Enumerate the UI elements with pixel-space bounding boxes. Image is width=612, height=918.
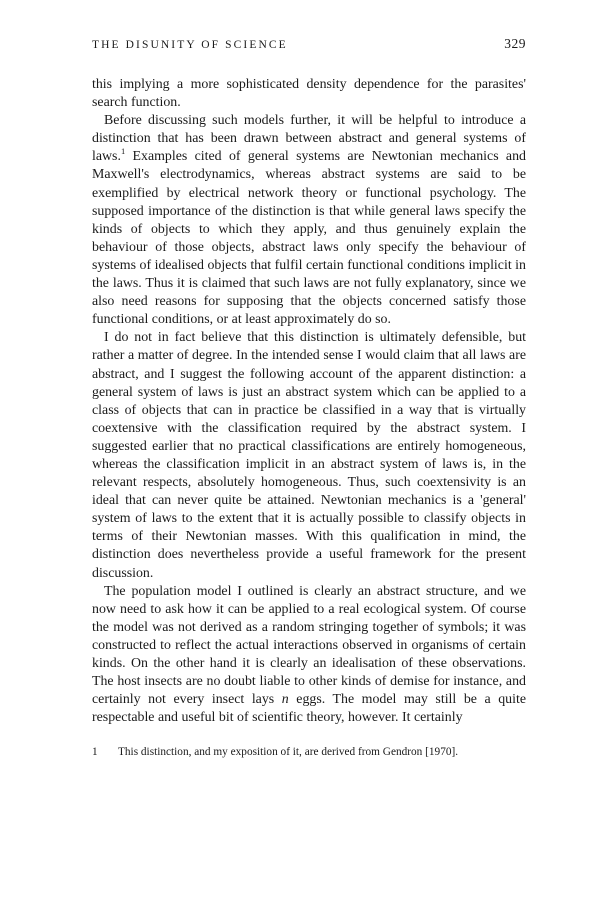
footnote-reference: 1 [120, 146, 126, 157]
running-head [92, 36, 526, 58]
paragraph-3: I do not in fact believe that this distinction is ultimately defensible, but rather a matter of degree. In the intended sense I would claim that all laws are abstract, and I suggest the following account of the apparent distinction: a general system of laws is just an abstract system which can be applied to a class of objects that can in practice be classified in a way that is virtually coextensive with the classification required by the abstract system. I suggested earlier that no practical classifications are entirely homogeneous, whereas the classification implicit in an abstract system of laws is, in the relevant respects, absolutely homogeneous. Thus, such coextensivity is an ideal that can never quite be attained. Newtonian mechanics is a 'general' system of laws to the extent that it is actually possible to classify objects in terms of their Newtonian masses. With this qualification in mind, the distinction does nevertheless provide a useful framework for the present discussion. [92, 330, 526, 581]
footnote [92, 745, 526, 759]
paragraph-1: this implying a more sophisticated density dependence for the parasites' search function. [92, 77, 526, 111]
variable-n: n [281, 692, 289, 708]
paragraph-2-part-2: Examples cited of general systems are Newtonian mechanics and Maxwell's electrodynamics, whereas abstract systems are said to be exemplified by electrical network theory or functional psychology. The supposed importance of the distinction is that while general laws specify the kinds of objects to which they apply, and thus genuinely explain the behaviour of those objects, abstract laws only specify the behaviour of systems of idealised objects that fulfil certain functional conditions implicit in the laws. Thus it is claimed that such laws are not fully explanatory, since we also need reasons for supposing that the objects concerned satisfy those functional conditions, or at least approximately do so. [92, 149, 526, 328]
paragraph-2-part-1: Before discussing such models further, it will be helpful to introduce a distinction that has been drawn between abstract and general systems of laws. [92, 113, 526, 165]
paragraph-4-part-2: eggs. The model may still be a quite respectable and useful bit of scientific theory, however. It certainly [92, 692, 526, 726]
paragraph-2 [92, 112, 526, 329]
footnote-marker: 1 [92, 746, 98, 759]
page-number: 329 [504, 36, 526, 51]
book-page [92, 36, 526, 759]
running-title: THE DISUNITY OF SCIENCE [92, 39, 288, 51]
footnote-text: This distinction, and my exposition of it, are derived from Gendron [1970]. [118, 746, 459, 759]
body-text [92, 76, 526, 727]
paragraph-4 [92, 583, 526, 728]
paragraph-4-part-1: The population model I outlined is clearly an abstract structure, and we now need to ask how it can be applied to a real ecological system. Of course the model was not derived as a random stringing together of symbols; it was constructed to reflect the actual interactions observed in organisms of certain kinds. On the other hand it is clearly an idealisation of these observations. The host insects are no doubt liable to other kinds of demise for instance, and certainly not every insect lays [92, 583, 526, 708]
